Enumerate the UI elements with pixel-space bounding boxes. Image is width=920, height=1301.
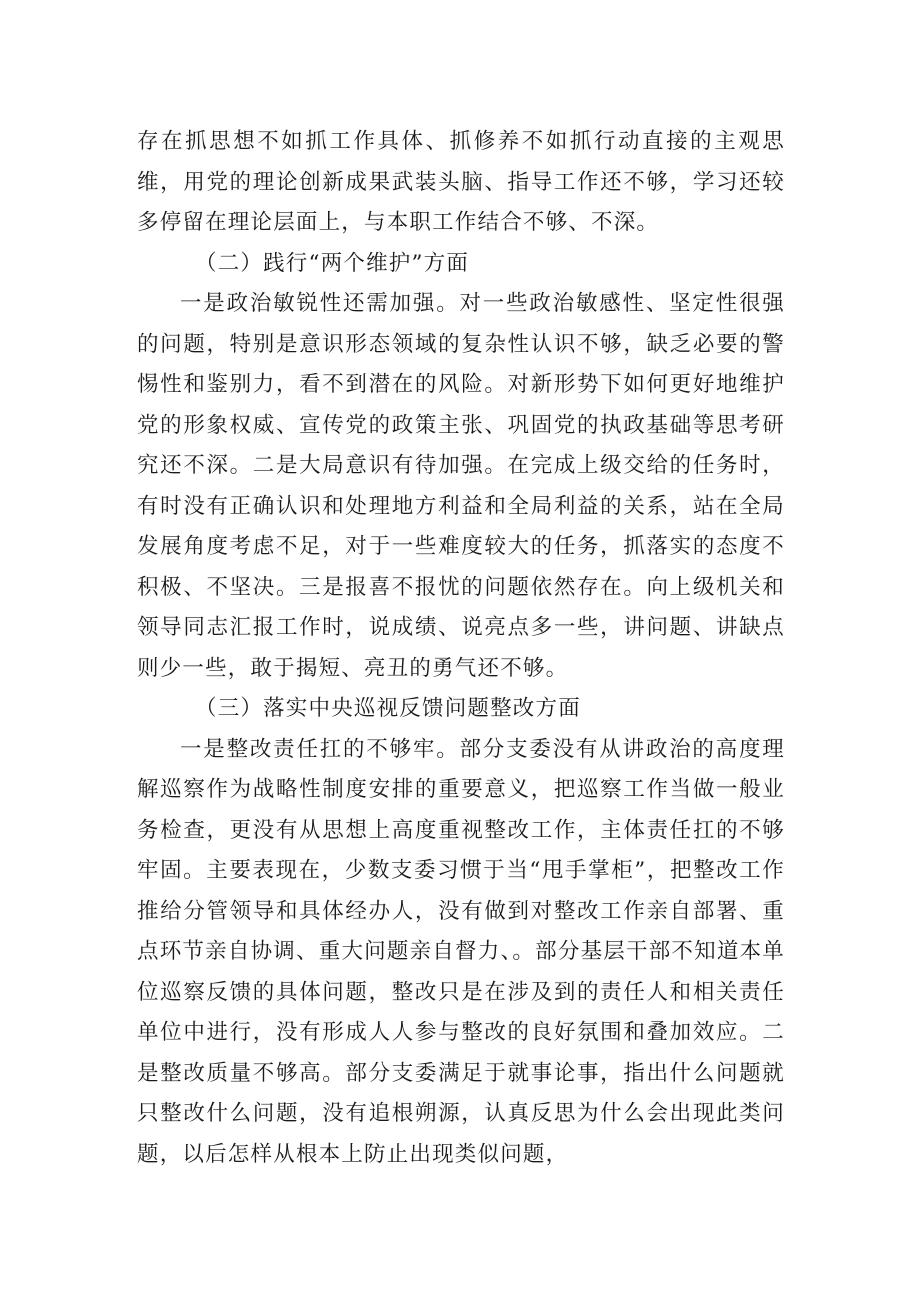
section-heading-inspection-rectification: （三）落实中央巡视反馈问题整改方面 — [195, 696, 581, 721]
section-two-paragraph: 一是政治敏锐性还需加强。对一些政治敏感性、坚定性很强的问题，特别是意识形态领域的复杂性认识不够，缺乏必要的警惕性和鉴别力，看不到潜在的风险。对新形势下如何更好地维护党的形象权威、宣传党的政策主张、巩固党的执政基础等思考研究还不深。二是大局意识有待加强。在完成上级交给的任务时，有时没有正确认识和处理地方利益和全局利益的关系，站在全局发展角度考虑不足，对于一些难度较大的任务，抓落实的态度不积极、不坚决。三是报喜不报忧的问题依然存在。向上级机关和领导同志汇报工作时，说成绩、说亮点多一些，讲问题、讲缺点则少一些，敢于揭短、亮丑的勇气还不够。 — [137, 291, 785, 681]
document-body — [137, 122, 785, 1175]
continuation-paragraph: 存在抓思想不如抓工作具体、抓修养不如抓行动直接的主观思维，用党的理论创新成果武装头脑、指导工作还不够，学习还较多停留在理论层面上，与本职工作结合不够、不深。 — [137, 129, 785, 235]
section-heading-two-safeguards: （二）践行“两个维护”方面 — [195, 250, 470, 276]
section-three-paragraph: 一是整改责任扛的不够牢。部分支委没有从讲政治的高度理解巡察作为战略性制度安排的重要意义，把巡察工作当做一般业务检查，更没有从思想上高度重视整改工作，主体责任扛的不够牢固。主要表现在，少数支委习惯于当“甩手掌柜”，把整改工作推给分管领导和具体经办人，没有做到对整改工作亲自部署、重点环节亲自协调、重大问题亲自督力、。部分基层干部不知道本单位巡察反馈的具体问题，整改只是在涉及到的责任人和相关责任单位中进行，没有形成人人参与整改的良好氛围和叠加效应。二是整改质量不够高。部分支委满足于就事论事，指出什么问题就只整改什么问题，没有追根朔源，认真反思为什么会出现此类问题，以后怎样从根本上防止出现类似问题， — [137, 736, 785, 1167]
